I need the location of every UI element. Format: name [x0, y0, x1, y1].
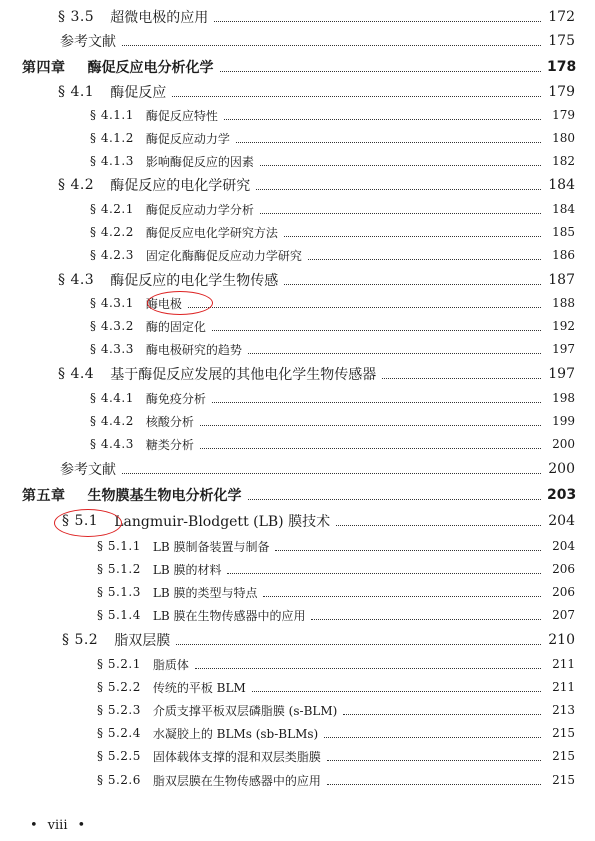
toc-title: 基于酶促反应发展的其他电化学生物传感器 [110, 367, 377, 383]
toc-number: § 5.1.2 [97, 562, 141, 576]
toc-page-number: 185 [552, 225, 575, 239]
toc-page-number: 197 [548, 366, 575, 382]
toc-page-number: 184 [552, 202, 575, 216]
toc-page-number: 199 [552, 414, 575, 428]
dot-leader [122, 473, 541, 474]
toc-section[interactable] [0, 510, 595, 532]
dot-leader [212, 330, 541, 331]
dot-leader [256, 189, 541, 190]
toc-subsection[interactable] [0, 244, 595, 266]
toc-subsection[interactable] [0, 410, 595, 432]
toc-page-number: 207 [552, 608, 575, 622]
toc-title: 参考文献 [60, 462, 116, 478]
toc-page-number: 215 [552, 749, 575, 763]
toc-title: 酶免疫分析 [145, 391, 206, 406]
dot-leader [311, 619, 541, 620]
toc-title: 酶电极研究的趋势 [145, 342, 242, 357]
toc-page-number: 175 [548, 33, 575, 49]
toc-title: 超微电极的应用 [110, 10, 209, 26]
toc-number: § 5.2.1 [97, 657, 141, 671]
toc-page-number: 178 [547, 59, 577, 75]
dot-leader [236, 142, 541, 143]
toc-page-number: 187 [548, 272, 575, 288]
dot-leader [343, 714, 541, 715]
toc-page-number: 211 [552, 680, 575, 694]
toc-page-number: 204 [548, 513, 575, 529]
toc-section[interactable] [0, 363, 595, 385]
toc-number: § 4.1.1 [90, 108, 134, 122]
toc-number: 第四章 [22, 60, 66, 76]
toc-title: 酶的固定化 [145, 319, 206, 334]
toc-number: § 4.2.1 [90, 202, 134, 216]
toc-title: 固体载体支撑的混和双层类脂膜 [152, 749, 321, 764]
toc-number: § 5.2.3 [97, 703, 141, 717]
toc-number: § 5.1 [62, 513, 99, 529]
dot-leader [327, 760, 541, 761]
toc-number: § 5.2.5 [97, 749, 141, 763]
toc-title: 酶电极 [145, 296, 182, 311]
toc-subsection[interactable] [0, 653, 595, 675]
toc-title: 酶促反应电分析化学 [87, 60, 214, 76]
toc-subsection[interactable] [0, 581, 595, 603]
toc-title: 酶促反应电化学研究方法 [145, 225, 278, 240]
toc-chapter[interactable] [0, 484, 595, 506]
toc-subsection[interactable] [0, 387, 595, 409]
page-footer [30, 818, 85, 833]
toc-number: § 5.2.6 [97, 773, 141, 787]
page-number-label: viii [47, 818, 68, 833]
toc-number: § 5.1.3 [97, 585, 141, 599]
toc-page-number: 188 [552, 296, 575, 310]
toc-number: § 4.1 [58, 84, 95, 100]
toc-title: LB 膜的类型与特点 [152, 585, 258, 600]
toc-title: Langmuir-Blodgett (LB) 膜技术 [114, 514, 331, 530]
toc-section[interactable] [0, 629, 595, 651]
toc-title: 糖类分析 [145, 437, 194, 452]
toc-page-number: 180 [552, 131, 575, 145]
dot-leader [188, 307, 541, 308]
toc-title: 影响酶促反应的因素 [145, 154, 254, 169]
dot-leader [284, 284, 541, 285]
toc-page-number: 203 [547, 487, 577, 503]
toc-page-number: 192 [552, 319, 575, 333]
toc-title: 酶促反应 [110, 85, 167, 101]
toc-section[interactable] [0, 174, 595, 196]
toc-page-number: 198 [552, 391, 575, 405]
dot-leader [227, 573, 541, 574]
toc-title: 酶促反应的电化学研究 [110, 178, 251, 194]
bullet-right: • [77, 818, 86, 833]
toc-references[interactable] [0, 458, 595, 480]
toc-page-number: 200 [548, 461, 575, 477]
toc-subsection[interactable] [0, 104, 595, 126]
dot-leader [200, 448, 541, 449]
toc-title: LB 膜在生物传感器中的应用 [152, 608, 306, 623]
toc-title: 酶促反应特性 [145, 108, 218, 123]
toc-subsection[interactable] [0, 198, 595, 220]
toc-subsection[interactable] [0, 745, 595, 767]
toc-number: § 5.2 [62, 632, 99, 648]
dot-leader [248, 499, 542, 500]
toc-page-number: 179 [548, 84, 575, 100]
dot-leader [176, 644, 541, 645]
dot-leader [195, 668, 541, 669]
dot-leader [260, 213, 541, 214]
toc-number: § 4.4.3 [90, 437, 134, 451]
dot-leader [172, 96, 541, 97]
toc-number: § 4.4 [58, 366, 95, 382]
toc-title: 参考文献 [60, 34, 116, 50]
dot-leader [275, 550, 541, 551]
toc-subsection[interactable] [0, 604, 595, 626]
toc-number: § 3.5 [58, 9, 95, 25]
toc-page-number: 204 [552, 539, 575, 553]
toc-number: § 4.1.3 [90, 154, 134, 168]
dot-leader [263, 596, 541, 597]
toc-page-number: 186 [552, 248, 575, 262]
toc-page-number: 210 [548, 632, 575, 648]
dot-leader [308, 259, 541, 260]
dot-leader [212, 402, 541, 403]
toc-page-number: 184 [548, 177, 575, 193]
toc-number: 第五章 [22, 488, 66, 504]
dot-leader [220, 71, 542, 72]
toc-page-number: 206 [552, 585, 575, 599]
dot-leader [224, 119, 541, 120]
toc-title: 酶促反应动力学分析 [145, 202, 254, 217]
toc-number: § 4.4.2 [90, 414, 134, 428]
toc-chapter[interactable] [0, 56, 595, 78]
toc-number: § 4.3.1 [90, 296, 134, 310]
toc-number: § 5.2.4 [97, 726, 141, 740]
dot-leader [122, 45, 541, 46]
toc-subsection[interactable] [0, 558, 595, 580]
toc-page-number: 172 [548, 9, 575, 25]
dot-leader [336, 525, 541, 526]
dot-leader [252, 691, 541, 692]
toc-title: 酶促反应的电化学生物传感 [110, 273, 279, 289]
dot-leader [327, 784, 541, 785]
toc-title: 脂双层膜在生物传感器中的应用 [152, 773, 321, 788]
toc-title: 核酸分析 [145, 414, 194, 429]
toc-number: § 4.1.2 [90, 131, 134, 145]
toc-number: § 5.2.2 [97, 680, 141, 694]
toc-subsection[interactable] [0, 221, 595, 243]
toc-number: § 5.1.4 [97, 608, 141, 622]
toc-subsection[interactable] [0, 292, 595, 314]
toc-page-number: 211 [552, 657, 575, 671]
toc-page-number: 206 [552, 562, 575, 576]
toc-section[interactable] [0, 269, 595, 291]
toc-subsection[interactable] [0, 722, 595, 744]
toc-number: § 5.1.1 [97, 539, 141, 553]
toc-title: LB 膜制备装置与制备 [152, 539, 270, 554]
toc-page-number: 215 [552, 726, 575, 740]
dot-leader [200, 425, 541, 426]
toc-number: § 4.3 [58, 272, 95, 288]
toc-title: 脂质体 [152, 657, 189, 672]
toc-number: § 4.3.2 [90, 319, 134, 333]
toc-number: § 4.2 [58, 177, 95, 193]
dot-leader [260, 165, 541, 166]
toc-title: 水凝胶上的 BLMs (sb-BLMs) [152, 726, 319, 741]
toc-page-number: 213 [552, 703, 575, 717]
dot-leader [382, 378, 541, 379]
toc-number: § 4.4.1 [90, 391, 134, 405]
toc-subsection[interactable] [0, 699, 595, 721]
toc-number: § 4.2.3 [90, 248, 134, 262]
toc-subsection[interactable] [0, 315, 595, 337]
toc-page-number: 182 [552, 154, 575, 168]
dot-leader [248, 353, 541, 354]
toc-page-number: 179 [552, 108, 575, 122]
toc-number: § 4.3.3 [90, 342, 134, 356]
bullet-left: • [30, 818, 38, 833]
toc-title: 脂双层膜 [114, 633, 171, 649]
toc-page-number: 200 [552, 437, 575, 451]
toc-subsection[interactable] [0, 535, 595, 557]
toc-number: § 4.2.2 [90, 225, 134, 239]
dot-leader [214, 21, 541, 22]
toc-page-number: 215 [552, 773, 575, 787]
toc-subsection[interactable] [0, 769, 595, 791]
toc-title: 介质支撑平板双层磷脂膜 (s-BLM) [152, 703, 338, 718]
dot-leader [324, 737, 541, 738]
toc-page-number: 197 [552, 342, 575, 356]
toc-title: LB 膜的材料 [152, 562, 222, 577]
toc-title: 酶促反应动力学 [145, 131, 230, 146]
toc-subsection[interactable] [0, 338, 595, 360]
toc-title: 固定化酶酶促反应动力学研究 [145, 248, 302, 263]
toc-title: 传统的平板 BLM [152, 680, 246, 695]
toc-references[interactable] [0, 30, 595, 52]
toc-subsection[interactable] [0, 127, 595, 149]
toc-subsection[interactable] [0, 150, 595, 172]
toc-section[interactable] [0, 81, 595, 103]
toc-subsection[interactable] [0, 676, 595, 698]
toc-title: 生物膜基生物电分析化学 [87, 488, 242, 504]
toc-subsection[interactable] [0, 433, 595, 455]
dot-leader [284, 236, 541, 237]
toc-section[interactable] [0, 6, 595, 28]
